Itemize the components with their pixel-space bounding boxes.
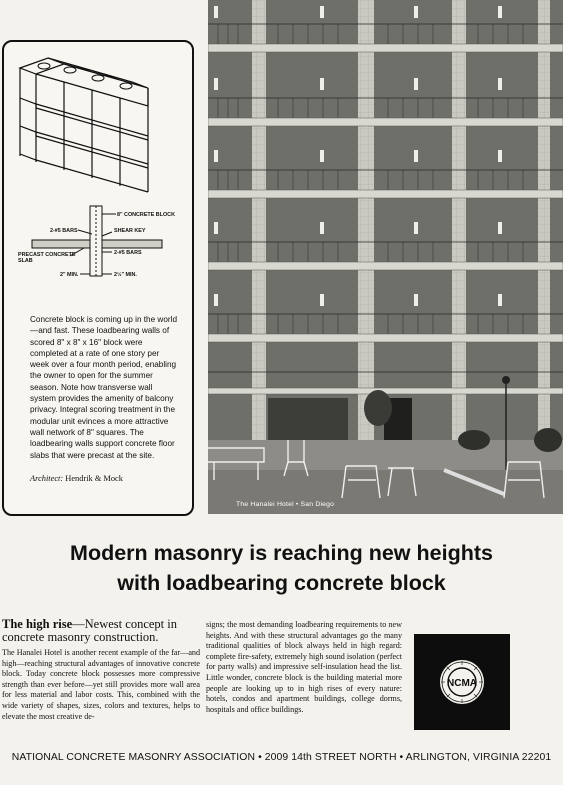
- headline-line-1: Modern masonry is reaching new heights: [70, 541, 493, 565]
- headline: [0, 538, 563, 598]
- architect-credit: [30, 474, 123, 483]
- label-min-right: 2½" MIN.: [114, 272, 137, 278]
- footer-address: NATIONAL CONCRETE MASONRY ASSOCIATION • 2009 14th STREET NORTH • ARLINGTON, VIRGINIA 22201: [11, 752, 552, 763]
- label-concrete-block: 8" CONCRETE BLOCK: [117, 212, 175, 218]
- label-bars-left: 2-#5 BARS: [50, 228, 78, 234]
- wall-system-diagram: [4, 42, 192, 342]
- kicker-rest: —Newest concept in concrete masonry construction.: [2, 617, 177, 644]
- diagram-caption: Concrete block is coming up in the world—and fast. These loadbearing walls of scored 8" x 8" x 16" block were completed at a rate of one story per week over a four month period, enabling the owner to open for the summer season. Note how transverse wall system provides the amenity of balcony privacy. Integral scoring treatment in the modular unit evinces a more attractive wall network of 8" squares. The loadbearing walls support concrete floor slabs that were precast at the site.: [30, 315, 177, 460]
- article-kicker: [2, 618, 200, 644]
- label-shear-key: SHEAR KEY: [114, 228, 146, 234]
- label-precast-slab: PRECAST CONCRETE SLAB: [18, 252, 76, 264]
- kicker-bold: The high rise: [2, 617, 73, 631]
- hotel-facade-image: [208, 0, 563, 514]
- ncma-logo: [414, 634, 510, 730]
- construction-diagram-panel: [2, 40, 194, 516]
- article-column-1: [2, 618, 200, 722]
- headline-line-2: with loadbearing concrete block: [117, 571, 446, 595]
- architect-label: Architect:: [30, 474, 64, 483]
- logo-text: NCMA: [447, 678, 477, 689]
- architect-name: Hendrik & Mock: [65, 474, 123, 483]
- hotel-photograph: [208, 0, 563, 514]
- ncma-seal-icon: [414, 634, 510, 730]
- article-body-column-2: signs; the most demanding loadbearing requirements to new heights. And with these structural advantages go the many traditional qualities of block always held in high regard: complete fire-safety, extremely high sound isolation (perfect for party walls) and impressive self-insulation head the list. Little wonder, concrete block is the building material more people are looking up to in high rises of every nature: hotels, condos and apartment buildings, college dorms, hospitals and office buildings.: [206, 620, 402, 714]
- article-body-column-1: The Hanalei Hotel is another recent example of the far—and high—reaching structural advantages of innovative concrete block. Today concrete block possesses more compressive strength than ever before—yet still provides more wall area for less material and labor costs. This, combined with the wide variety of shapes, sizes, colors and textures, helps to elevate the most creative de-: [2, 648, 200, 721]
- photo-caption: The Hanalei Hotel • San Diego: [236, 501, 335, 508]
- label-min-left: 2" MIN.: [60, 272, 79, 278]
- label-bars-right: 2-#5 BARS: [114, 250, 142, 256]
